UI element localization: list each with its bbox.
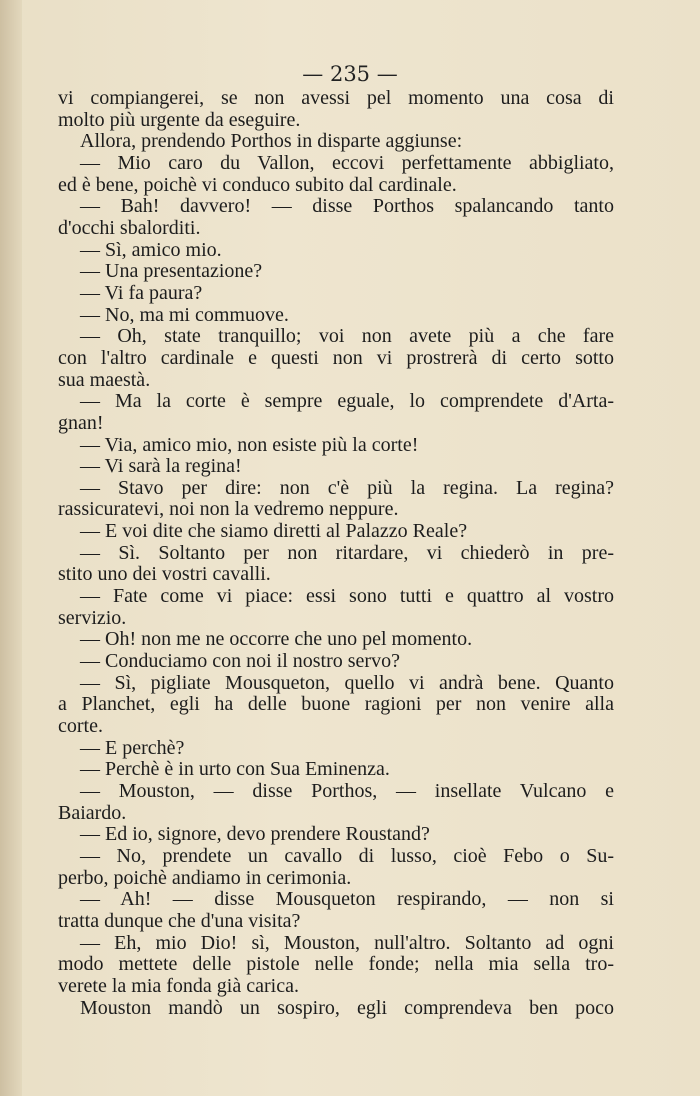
text-line: a Planchet, egli ha delle buone ragioni per non venire alla <box>58 693 614 716</box>
text-line: — Ed io, signore, devo prendere Roustand? <box>80 823 430 846</box>
text-line: Mouston mandò un sospiro, egli comprendeva ben poco <box>80 996 614 1019</box>
text-line: — Mio caro du Vallon, eccovi perfettamente abbigliato, <box>80 151 614 174</box>
text-line: corte. <box>58 715 103 738</box>
text-line: — Una presentazione? <box>80 260 263 283</box>
text-line: stito uno dei vostri cavalli. <box>58 563 271 586</box>
text-line: ed è bene, poichè vi conduco subito dal cardinale. <box>58 173 457 196</box>
text-line: verete la mia fonda già carica. <box>58 974 299 997</box>
text-line: — No, ma mi commuove. <box>80 303 289 326</box>
text-line: — Vi fa paura? <box>80 281 203 304</box>
text-line: — Oh, state tranquillo; voi non avete più a che fare <box>80 325 614 348</box>
page-number: — 235 — <box>302 62 398 86</box>
text-line: sua maestà. <box>58 368 151 391</box>
text-line: — Perchè è in urto con Sua Eminenza. <box>80 758 390 781</box>
text-line: Allora, prendendo Porthos in disparte aggiunse: <box>80 130 463 153</box>
page-gutter-shadow <box>0 0 22 1096</box>
text-line: — Eh, mio Dio! sì, Mouston, null'altro. Soltanto ad ogni <box>80 931 614 954</box>
text-line: — Oh! non me ne occorre che uno pel momento. <box>80 628 473 651</box>
text-line: molto più urgente da eseguire. <box>58 108 301 131</box>
text-line: — No, prendete un cavallo di lusso, cioè Febo o Su- <box>80 844 614 867</box>
text-line: — Fate come vi piace: essi sono tutti e quattro al vostro <box>80 585 614 608</box>
text-line: vi compiangerei, se non avessi pel momento una cosa di <box>58 87 614 109</box>
text-line: — Stavo per dire: non c'è più la regina. La regina? <box>80 476 614 499</box>
text-line: — Ah! — disse Mousqueton respirando, — non si <box>80 888 614 911</box>
text-line: — Conduciamo con noi il nostro servo? <box>80 650 400 673</box>
body-text <box>58 88 614 1019</box>
text-line: modo mettete delle pistole nelle fonde; nella mia sella tro- <box>58 953 614 976</box>
text-line: — E voi dite che siamo diretti al Palazzo Reale? <box>80 520 468 543</box>
text-line: servizio. <box>58 606 127 629</box>
text-line: — Via, amico mio, non esiste più la corte! <box>80 433 419 456</box>
text-line: tratta dunque che d'una visita? <box>58 909 301 932</box>
text-line: d'occhi sbalorditi. <box>58 216 201 239</box>
text-line: — E perchè? <box>80 736 185 759</box>
text-line: con l'altro cardinale e questi non vi prostrerà di certo sotto <box>58 346 614 369</box>
text-line: — Sì, amico mio. <box>80 238 222 261</box>
text-line: — Mouston, — disse Porthos, — insellate Vulcano e <box>80 780 614 802</box>
text-line: Baiardo. <box>58 801 127 824</box>
text-line: — Sì, pigliate Mousqueton, quello vi andrà bene. Quanto <box>80 671 614 694</box>
text-line: gnan! <box>58 411 104 434</box>
text-line: — Bah! davvero! — disse Porthos spalancando tanto <box>80 195 614 218</box>
text-line: — Sì. Soltanto per non ritardare, vi chiederò in pre- <box>80 541 614 564</box>
text-line: rassicuratevi, noi non la vedremo neppure. <box>58 498 399 521</box>
text-line: — Ma la corte è sempre eguale, lo comprendete d'Arta- <box>80 390 614 413</box>
text-line: perbo, poichè andiamo in cerimonia. <box>58 866 352 889</box>
text-line: — Vi sarà la regina! <box>80 455 242 478</box>
